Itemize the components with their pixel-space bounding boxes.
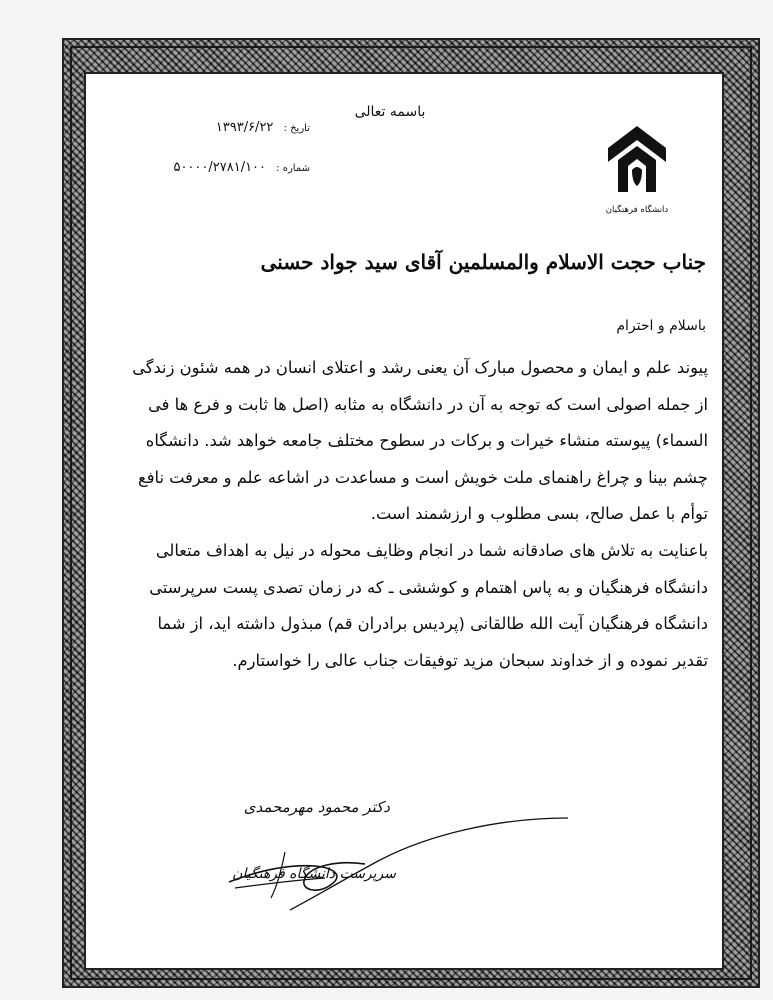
basmala-heading: باسمه تعالی (354, 104, 426, 120)
number-value: ۵۰۰۰۰/۲۷۸۱/۱۰۰ (173, 160, 267, 175)
letter-number (120, 160, 310, 175)
body-line: تقدیر نموده و از خداوند سبحان مزید توفیقات جناب عالی را خواستارم. (232, 650, 708, 670)
body-line: باعنایت به تلاش های صادقانه شما در انجام وظایف محوله در نیل به اهداف متعالی (155, 540, 708, 560)
body-line: توأم با عمل صالح، بسی مطلوب و ارزشمند است. (370, 504, 708, 524)
date-label: تاریخ : (283, 123, 310, 134)
body-line: چشم بینا و چراغ راهنمای ملت خویش است و مساعدت در اشاعه علم و معرفت نافع (138, 467, 708, 487)
body-line: السماء) پیوسته منشاء خیرات و برکات در سطوح مختلف جامعه خواهد شد. دانشگاه (145, 431, 708, 451)
body-line: از جمله اصولی است که توجه به آن در دانشگاه به مثابه (اصل ها ثابت و فرع ها فی (148, 394, 708, 414)
body-line: پیوند علم و ایمان و محصول مبارک آن یعنی رشد و اعتلای انسان در همه شئون زندگی (132, 358, 708, 377)
logo-caption: دانشگاه فرهنگیان (605, 205, 669, 215)
number-label: شماره : (276, 163, 310, 174)
body-line: دانشگاه فرهنگیان و به پاس اهتمام و کوششی ـ که در زمان تصدی پست سرپرستی (149, 577, 708, 597)
greeting: باسلام و احترام (616, 318, 706, 334)
body-line: دانشگاه فرهنگیان آیت الله طالقانی (پردیس برادران قم) مبذول داشته اید، از شما (157, 614, 708, 634)
letter-body (118, 350, 708, 679)
date-value: ۱۳۹۳/۶/۲۲ (215, 120, 274, 135)
addressee-line: جناب حجت الاسلام والمسلمین آقای سید جواد حسنی (260, 250, 706, 274)
signatory-title: سرپرست دانشگاه فرهنگیان (232, 866, 396, 882)
letter-date (120, 120, 310, 135)
signatory-name: دکتر محمود مهرمحمدی (243, 798, 390, 816)
university-logo-icon (604, 122, 670, 218)
